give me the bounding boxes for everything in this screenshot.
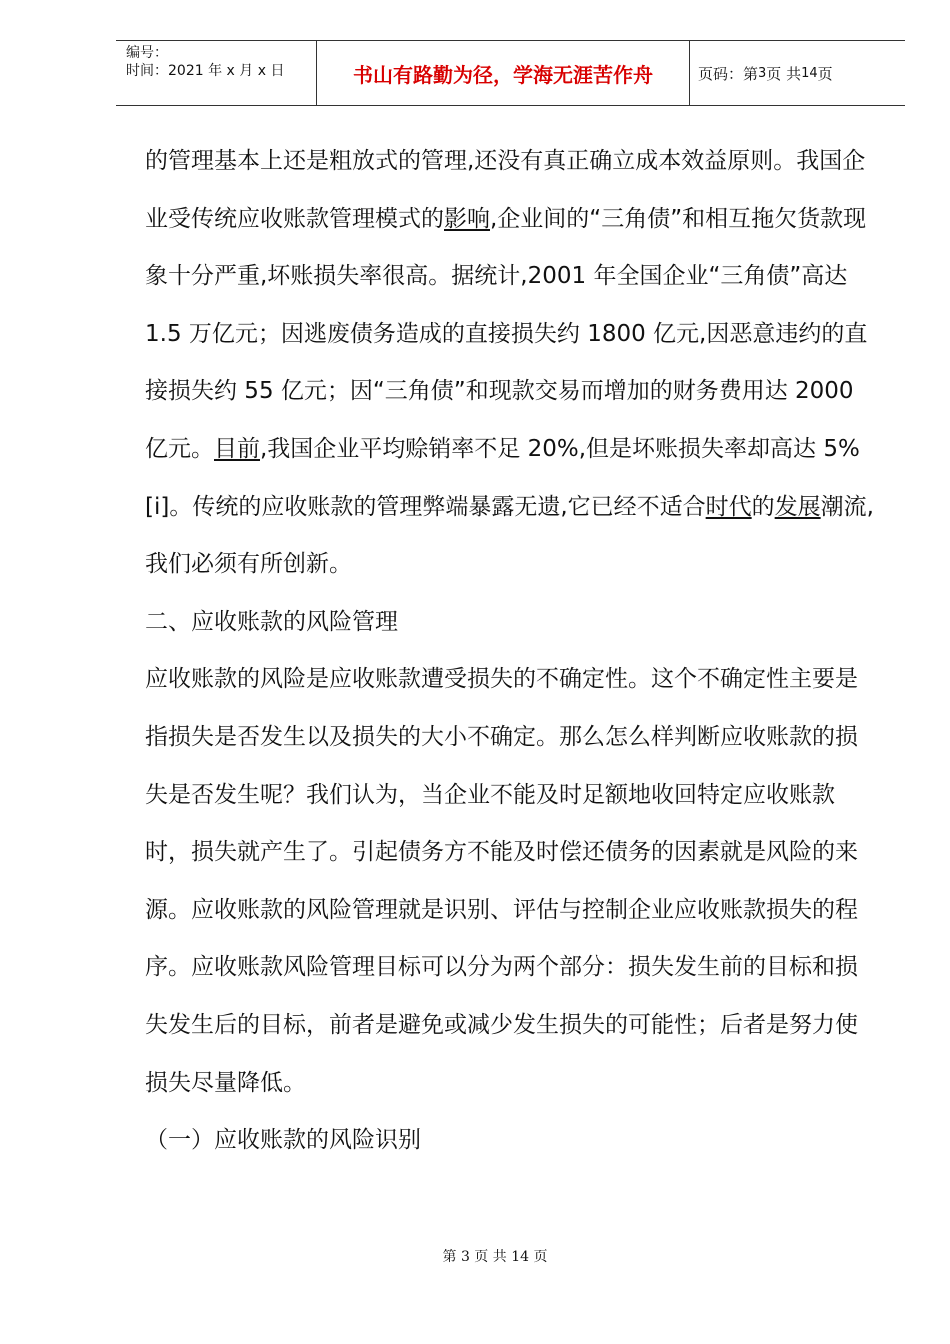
time-year-unit: 年 — [203, 63, 227, 79]
p1-text-d: 的 — [751, 493, 775, 520]
number-label: 编号： — [126, 45, 168, 61]
p1-text-c: ,我国企业平均赊销率不足 20%,但是坏账损失率却高达 5% [i]。传统的应收账款的管理弊端暴露无遗,它已经不适合 — [145, 435, 860, 520]
paragraph-1 — [145, 133, 880, 594]
p1-text-e: 潮流,我们必须有所创新。 — [145, 493, 874, 578]
page-current: 3 — [758, 65, 767, 81]
time-label: 时间： — [126, 63, 168, 79]
time-month: x — [226, 63, 235, 79]
time-year: 2021 — [168, 63, 204, 79]
time-line — [126, 62, 316, 80]
section-heading-3: （一）应收账款的风险识别 — [145, 1127, 421, 1154]
section-heading-2: 二、应收账款的风险管理 — [145, 608, 398, 635]
header-motto: 书山有路勤为径，学海无涯苦作舟 — [316, 41, 690, 105]
p1-text-a: 的管理基本上还是粗放式的管理,还没有真正确立成本效益原则。我国企业受传统应收账款管理模式的 — [145, 148, 866, 232]
page-header — [116, 40, 905, 106]
p1-text-b: ,企业间的“三角债”和相互拖欠货款现象十分严重,坏账损失率很高。据统计,2001 年全国企业“三角债”高达 1.5 万亿元；因逃废债务造成的直接损失约 1800 亿元,因恶意违约的直接损失约 55 亿元；因“三角债”和现款交易而增加的财务费用达 2000 亿元。 — [145, 205, 868, 462]
page-footer: 第 3 页 共 14 页 — [442, 1249, 548, 1265]
paragraph-2: 应收账款的风险是应收账款遭受损失的不确定性。这个不确定性主要是指损失是否发生以及损失的大小不确定。那么怎么样判断应收账款的损失是否发生呢？我们认为，当企业不能及时足额地收回特定应收账款时，损失就产生了。引起债务方不能及时偿还债务的因素就是风险的来源。应收账款的风险管理就是识别、评估与控制企业应收账款损失的程序。应收账款风险管理目标可以分为两个部分：损失发生前的目标和损失发生后的目标，前者是避免或减少发生损失的可能性；后者是努力使损失尽量降低。 — [145, 666, 858, 1096]
page-label: 页码：第 — [698, 64, 759, 83]
page-end: 页 — [817, 64, 833, 83]
header-meta — [116, 41, 316, 105]
time-day: x — [257, 63, 267, 79]
link-currently[interactable]: 目前 — [214, 435, 260, 462]
document-body — [145, 133, 880, 1170]
page-total: 14 — [801, 65, 818, 81]
link-influence[interactable]: 影响 — [444, 205, 490, 232]
time-day-unit: 日 — [266, 63, 285, 79]
time-month-unit: 月 — [234, 63, 258, 79]
header-page-info — [690, 41, 905, 105]
link-era[interactable]: 时代 — [705, 493, 752, 520]
link-development[interactable]: 发展 — [774, 493, 821, 520]
page-mid: 页 共 — [766, 64, 802, 83]
